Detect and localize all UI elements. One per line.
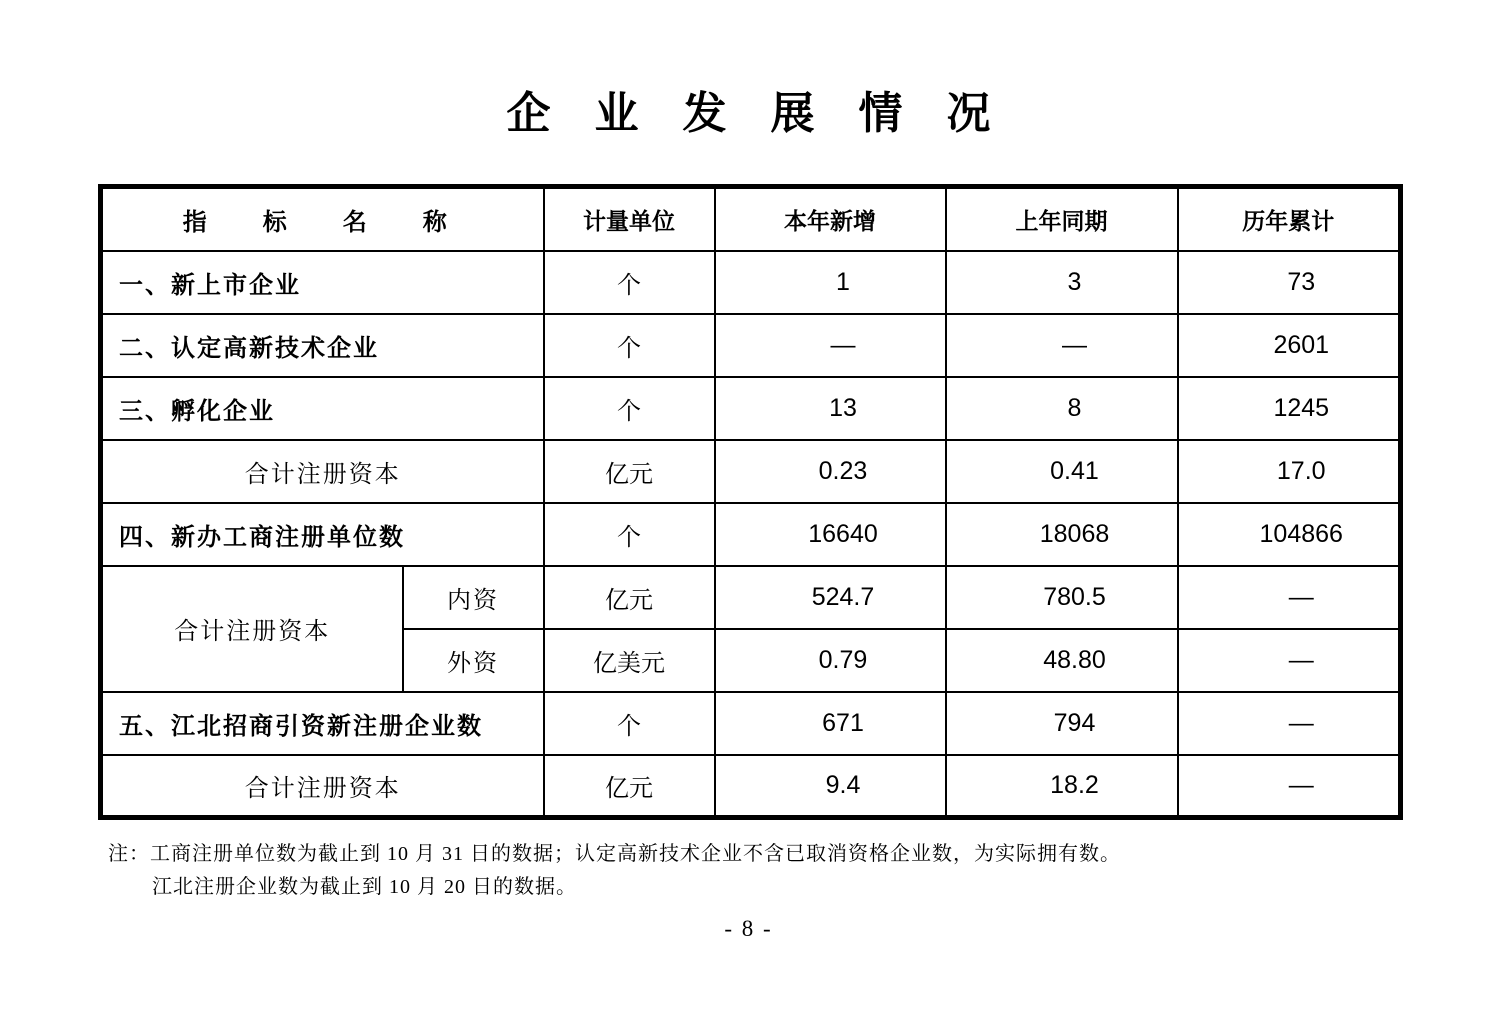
table-row-incubated <box>101 377 1401 440</box>
value-cumulative: 1245 <box>1178 377 1401 440</box>
value-current: 0.23 <box>715 440 946 503</box>
value-current: 0.79 <box>715 629 946 692</box>
statistics-table <box>98 184 1403 820</box>
table-row-incubated-capital <box>101 440 1401 503</box>
footnote-line-1: 注：工商注册单位数为截止到 10 月 31 日的数据；认定高新技术企业不含已取消资格企业数，为实际拥有数。 <box>108 843 1121 865</box>
value-prev: 18068 <box>946 503 1178 566</box>
header-cumulative: 历年累计 <box>1178 187 1401 251</box>
header-unit: 计量单位 <box>544 187 715 251</box>
row-unit: 亿美元 <box>544 629 715 692</box>
row-label: 三、孵化企业 <box>101 377 544 440</box>
value-cumulative: — <box>1178 566 1401 629</box>
value-current: 13 <box>715 377 946 440</box>
footnote <box>108 838 1288 904</box>
value-cumulative: — <box>1178 692 1401 755</box>
row-unit: 个 <box>544 314 715 377</box>
table-row-jiangbei-capital <box>101 755 1401 818</box>
value-current: — <box>715 314 946 377</box>
value-prev: 3 <box>946 251 1178 314</box>
table-header-row <box>101 187 1401 251</box>
value-prev: 0.41 <box>946 440 1178 503</box>
footnote-line-2: 江北注册企业数为截止到 10 月 20 日的数据。 <box>152 876 577 898</box>
row-unit: 个 <box>544 377 715 440</box>
value-cumulative: — <box>1178 629 1401 692</box>
row-label-merged: 合计注册资本 <box>101 566 403 692</box>
row-unit: 亿元 <box>544 440 715 503</box>
row-unit: 个 <box>544 251 715 314</box>
value-prev: 794 <box>946 692 1178 755</box>
header-indicator-name: 指 标 名 称 <box>101 187 544 251</box>
page-number: - 8 - <box>724 916 773 941</box>
value-cumulative: 2601 <box>1178 314 1401 377</box>
row-label: 四、新办工商注册单位数 <box>101 503 544 566</box>
value-prev: 48.80 <box>946 629 1178 692</box>
row-label: 五、江北招商引资新注册企业数 <box>101 692 544 755</box>
value-current: 9.4 <box>715 755 946 818</box>
value-cumulative: 73 <box>1178 251 1401 314</box>
row-label: 二、认定高新技术企业 <box>101 314 544 377</box>
table-row-registered-units <box>101 503 1401 566</box>
table-row-capital-domestic <box>101 566 1401 629</box>
value-current: 1 <box>715 251 946 314</box>
row-unit: 亿元 <box>544 566 715 629</box>
header-current-year: 本年新增 <box>715 187 946 251</box>
value-cumulative: 17.0 <box>1178 440 1401 503</box>
value-prev: 8 <box>946 377 1178 440</box>
value-prev: — <box>946 314 1178 377</box>
row-unit: 个 <box>544 503 715 566</box>
page-title: 企 业 发 展 情 况 <box>506 89 991 138</box>
row-label: 合计注册资本 <box>101 440 544 503</box>
table-row-jiangbei-enterprises <box>101 692 1401 755</box>
row-sublabel: 内资 <box>403 566 544 629</box>
value-current: 16640 <box>715 503 946 566</box>
header-prev-year: 上年同期 <box>946 187 1178 251</box>
row-label: 一、新上市企业 <box>101 251 544 314</box>
value-cumulative: 104866 <box>1178 503 1401 566</box>
value-cumulative: — <box>1178 755 1401 818</box>
row-unit: 个 <box>544 692 715 755</box>
row-label: 合计注册资本 <box>101 755 544 818</box>
table-row-hightech <box>101 314 1401 377</box>
row-unit: 亿元 <box>544 755 715 818</box>
row-sublabel: 外资 <box>403 629 544 692</box>
value-prev: 780.5 <box>946 566 1178 629</box>
value-current: 524.7 <box>715 566 946 629</box>
value-prev: 18.2 <box>946 755 1178 818</box>
table-row-new-listed <box>101 251 1401 314</box>
value-current: 671 <box>715 692 946 755</box>
